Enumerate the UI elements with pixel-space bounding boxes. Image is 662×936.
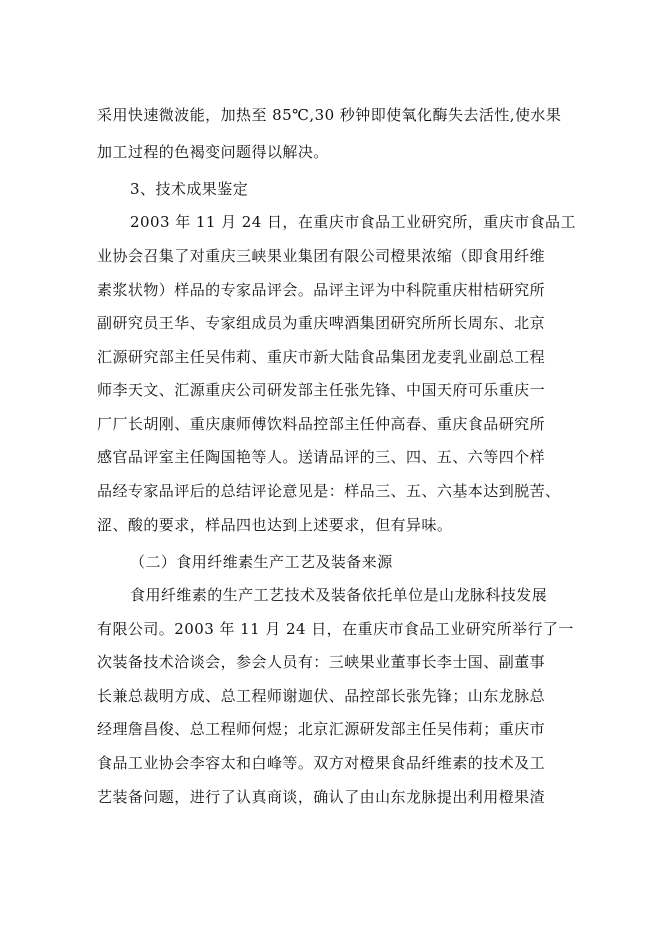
text-line-16: 有限公司。2003 年 11 月 24 日，在重庆市食品工业研究所举行了一 — [97, 620, 574, 638]
text-line-6: 素浆状物）样品的专家品评会。品评主评为中科院重庆柑桔研究所 — [97, 281, 546, 299]
text-line-13: 涩、酸的要求，样品四也达到上述要求，但有异味。 — [97, 516, 453, 534]
text-line-20: 食品工业协会李容太和白峰等。双方对橙果食品纤维素的技术及工 — [97, 754, 546, 772]
text-line-15: 食用纤维素的生产工艺技术及装备依托单位是山龙脉科技发展 — [130, 586, 548, 604]
section-heading-fiber-process: （二）食用纤维素生产工艺及装备来源 — [130, 553, 393, 571]
text-line-21: 艺装备问题，进行了认真商谈，确认了由山东龙脉提出利用橙果渣 — [97, 788, 546, 806]
text-line-5: 业协会召集了对重庆三峡果业集团有限公司橙果浓缩（即食用纤维 — [97, 247, 546, 265]
text-line-2: 加工过程的色褐变问题得以解决。 — [97, 143, 329, 161]
text-line-7: 副研究员王华、专家组成员为重庆啤酒集团研究所所长周东、北京 — [97, 314, 546, 332]
text-line-8: 汇源研究部主任吴伟莉、重庆市新大陆食品集团龙麦乳业副总工程 — [97, 348, 546, 366]
text-line-12: 品经专家品评后的总结评论意见是：样品三、五、六基本达到脱苦、 — [97, 482, 561, 500]
section-heading-tech-appraisal: 3、技术成果鉴定 — [130, 180, 249, 198]
text-line-17: 次装备技术洽谈会，参会人员有：三峡果业董事长李士国、副董事 — [97, 653, 546, 671]
text-line-10: 厂厂长胡刚、重庆康师傅饮料品控部主任仲高春、重庆食品研究所 — [97, 415, 546, 433]
text-line-4: 2003 年 11 月 24 日，在重庆市食品工业研究所，重庆市食品工 — [130, 213, 576, 231]
text-line-1: 采用快速微波能，加热至 85℃,30 秒钟即使氧化酶失去活性,使水果 — [97, 106, 562, 124]
text-line-19: 经理詹昌俊、总工程师何煜；北京汇源研发部主任吴伟莉；重庆市 — [97, 720, 546, 738]
text-line-11: 感官品评室主任陶国艳等人。送请品评的三、四、五、六等四个样 — [97, 448, 546, 466]
text-line-9: 师李天文、汇源重庆公司研发部主任张先锋、中国天府可乐重庆一 — [97, 381, 546, 399]
text-line-18: 长兼总裁明方成、总工程师谢迦伏、品控部长张先锋；山东龙脉总 — [97, 687, 546, 705]
